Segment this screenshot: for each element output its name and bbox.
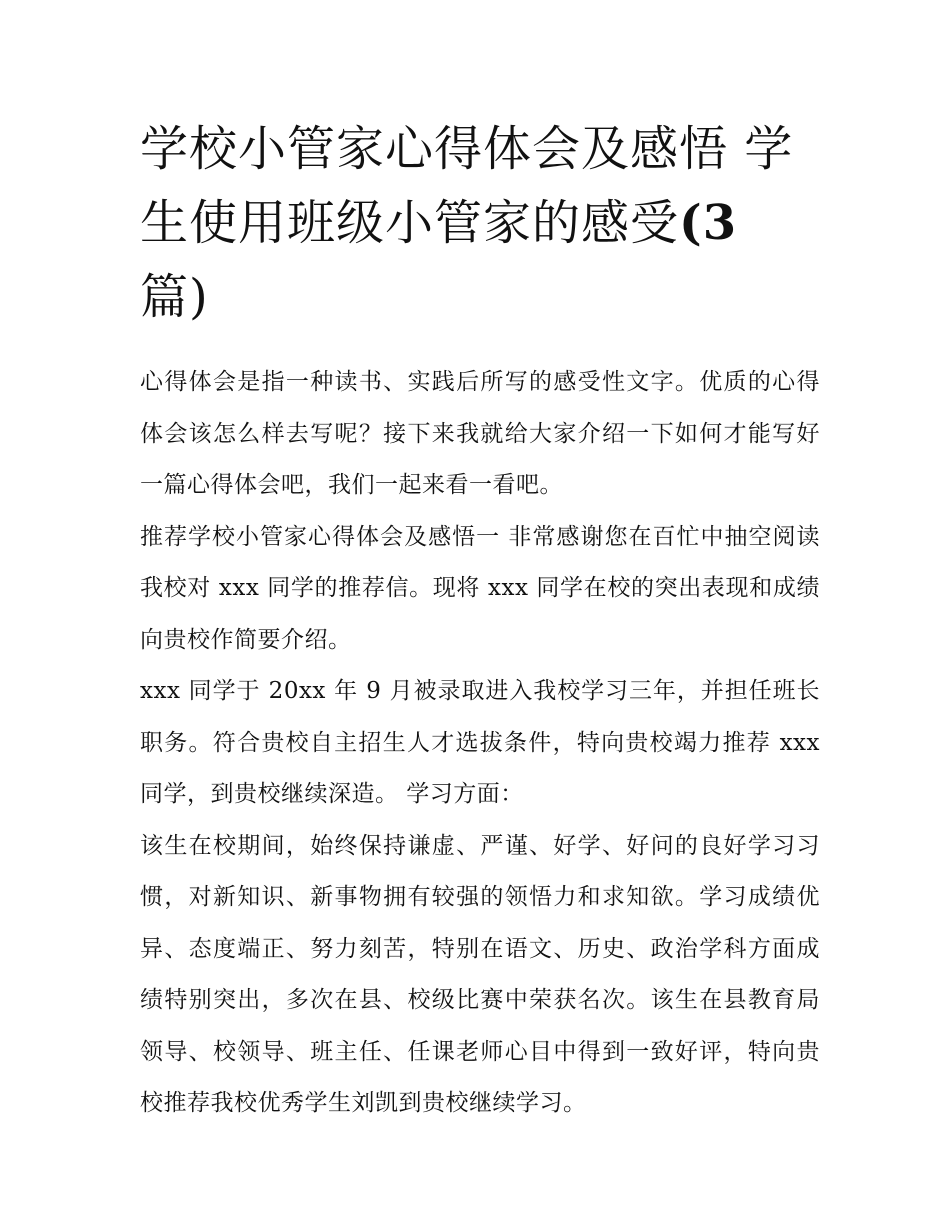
title-count: (3 <box>679 195 738 251</box>
title-main: 学校小管家心得体会及感悟 学生使用班级小管家的感受 <box>140 121 794 251</box>
paragraph-recommendation: 推荐学校小管家心得体会及感悟一 非常感谢您在百忙中抽空阅读我校对 xxx 同学的推荐信。现将 xxx 同学在校的突出表现和成绩向贵校作简要介绍。 <box>140 523 820 653</box>
document-title <box>140 112 810 334</box>
title-suffix: 篇) <box>140 269 209 325</box>
paragraph-student-info: xxx 同学于 20xx 年 9 月被录取进入我校学习三年，并担任班长职务。符合贵校自主招生人才选拔条件，特向贵校竭力推荐 xxx 同学，到贵校继续深造。 学习方面： <box>140 678 820 807</box>
document-body <box>140 357 820 1130</box>
paragraph-intro: 心得体会是指一种读书、实践后所写的感受性文字。优质的心得体会该怎么样去写呢？接下来我就给大家介绍一下如何才能写好一篇心得体会吧，我们一起来看一看吧。 <box>140 369 820 498</box>
paragraph-study-performance: 该生在校期间，始终保持谦虚、严谨、好学、好问的良好学习习惯，对新知识、新事物拥有较强的领悟力和求知欲。学习成绩优异、态度端正、努力刻苦，特别在语文、历史、政治学科方面成绩特别突出，多次在县、校级比赛中荣获名次。该生在县教育局领导、校领导、班主任、任课老师心目中得到一致好评，特向贵校推荐我校优秀学生刘凯到贵校继续学习。 <box>140 832 820 1116</box>
